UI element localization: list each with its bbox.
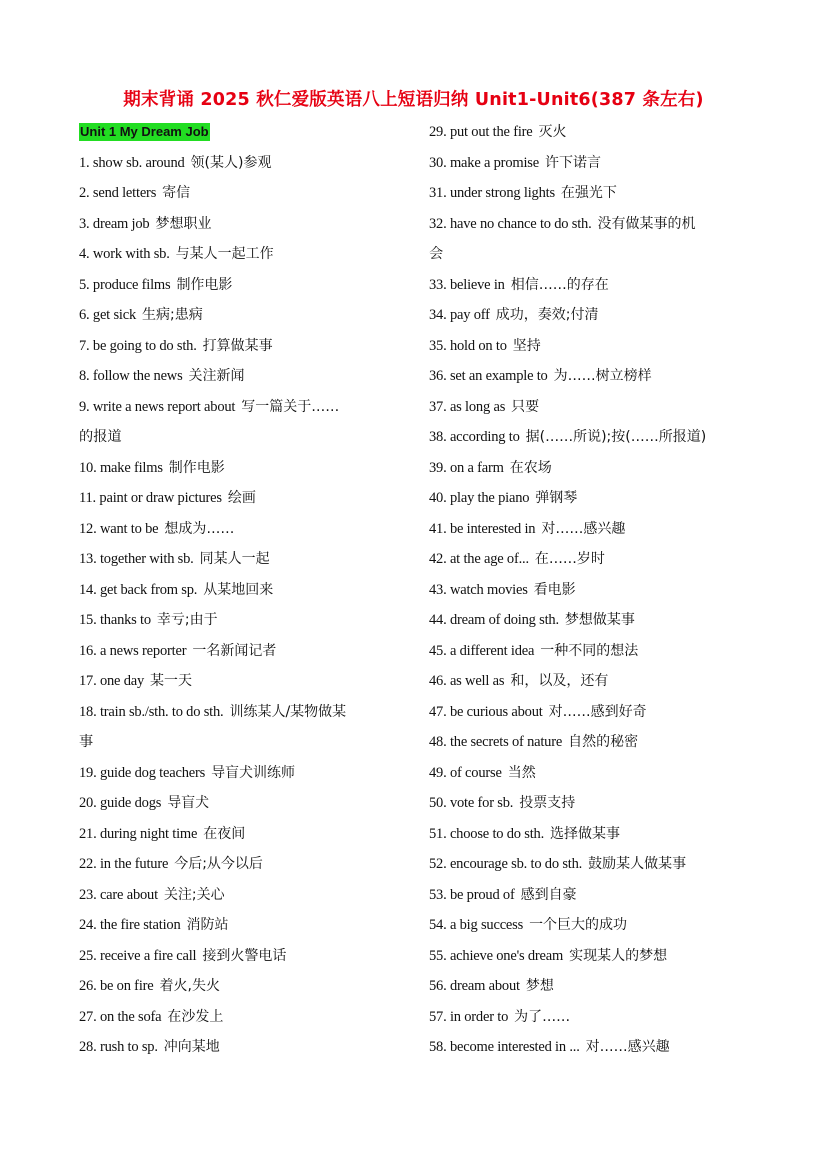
phrase-item xyxy=(429,178,759,209)
section-heading-line xyxy=(79,117,409,148)
phrase-chinese: 关注新闻 xyxy=(188,368,245,384)
phrase-english: 47. be curious about xyxy=(429,703,543,720)
phrase-chinese: 关注;关心 xyxy=(163,886,225,903)
phrase-chinese: 消防站 xyxy=(186,917,229,933)
phrase-item xyxy=(429,483,759,514)
section-heading: Unit 1 My Dream Job xyxy=(80,124,209,139)
phrase-item xyxy=(79,971,409,1002)
phrase-chinese: 导盲犬 xyxy=(167,795,210,811)
phrase-chinese: 成功，奏效;付清 xyxy=(495,307,599,323)
phrase-chinese: 为了…… xyxy=(514,1008,571,1025)
phrase-english: 28. rush to sp. xyxy=(79,1039,158,1055)
phrase-english: 35. hold on to xyxy=(429,337,507,354)
phrase-english: 15. thanks to xyxy=(79,612,151,628)
phrase-chinese: 一名新闻记者 xyxy=(192,642,277,659)
phrase-chinese: 据(……所说);按(……所报道) xyxy=(525,429,707,445)
phrase-chinese: 寄信 xyxy=(162,185,191,201)
phrase-chinese: 当然 xyxy=(507,764,536,781)
phrase-item xyxy=(79,209,409,240)
phrase-chinese: 在强光下 xyxy=(560,185,617,201)
phrase-item xyxy=(79,636,409,667)
phrase-english: 10. make films xyxy=(79,459,163,476)
phrase-english: 18. train sb./sth. to do sth. xyxy=(79,703,224,720)
phrase-english: 1. show sb. around xyxy=(79,154,185,171)
phrase-english: 21. during night time xyxy=(79,825,198,842)
phrase-item xyxy=(79,331,409,362)
phrase-item xyxy=(79,148,409,179)
phrase-english: 34. pay off xyxy=(429,307,490,323)
phrase-english: 48. the secrets of nature xyxy=(429,734,563,750)
phrase-english: 30. make a promise xyxy=(429,154,539,171)
phrase-chinese: 相信……的存在 xyxy=(510,276,609,293)
phrase-english: 42. at the age of... xyxy=(429,551,529,567)
phrase-item xyxy=(429,849,759,880)
phrase-english: 11. paint or draw pictures xyxy=(79,490,222,506)
phrase-item xyxy=(79,239,409,270)
phrase-item xyxy=(79,483,409,514)
phrase-item xyxy=(429,819,759,850)
phrase-chinese: 只要 xyxy=(511,398,540,415)
phrase-item xyxy=(429,971,759,1002)
phrase-english: 40. play the piano xyxy=(429,490,530,506)
phrase-english: 8. follow the news xyxy=(79,368,183,384)
phrase-english: 12. want to be xyxy=(79,520,159,537)
phrase-english: 2. send letters xyxy=(79,185,157,201)
phrase-chinese: 生病;患病 xyxy=(142,307,203,323)
phrase-chinese: 冲向某地 xyxy=(163,1039,220,1055)
phrase-item xyxy=(79,514,409,545)
phrase-english: 36. set an example to xyxy=(429,368,548,384)
phrase-english: 41. be interested in xyxy=(429,520,536,537)
phrase-item xyxy=(79,544,409,575)
phrase-english: 17. one day xyxy=(79,673,145,689)
phrase-chinese: 投票支持 xyxy=(519,795,576,811)
phrase-item xyxy=(79,605,409,636)
phrase-item xyxy=(429,697,759,728)
phrase-english: 26. be on fire xyxy=(79,978,154,994)
phrase-english: 24. the fire station xyxy=(79,917,181,933)
phrase-item xyxy=(429,209,759,240)
phrase-english: 58. become interested in ... xyxy=(429,1039,580,1055)
phrase-chinese: 训练某人/某物做某 xyxy=(229,703,347,720)
phrase-item xyxy=(429,666,759,697)
phrase-chinese: 绘画 xyxy=(227,490,256,506)
phrase-item xyxy=(429,514,759,545)
phrase-item xyxy=(79,910,409,941)
phrase-item xyxy=(429,148,759,179)
phrase-chinese: 一个巨大的成功 xyxy=(529,917,628,933)
phrase-item xyxy=(429,361,759,392)
phrase-english: 7. be going to do sth. xyxy=(79,337,197,354)
phrase-item xyxy=(429,453,759,484)
phrase-continuation: 会 xyxy=(429,246,444,262)
phrase-item xyxy=(79,1032,409,1063)
phrase-chinese: 在夜间 xyxy=(203,825,246,842)
phrase-english: 25. receive a fire call xyxy=(79,947,197,964)
phrase-item xyxy=(429,544,759,575)
phrase-item xyxy=(429,575,759,606)
phrase-item xyxy=(429,117,759,148)
phrase-item xyxy=(429,727,759,758)
phrase-chinese: 对……感兴趣 xyxy=(541,520,626,537)
phrase-item xyxy=(79,788,409,819)
phrase-chinese: 对……感到好奇 xyxy=(548,703,647,720)
phrase-english: 9. write a news report about xyxy=(79,398,236,415)
phrase-item xyxy=(79,758,409,789)
phrase-item xyxy=(429,300,759,331)
phrase-chinese: 许下诺言 xyxy=(544,154,601,171)
phrase-item xyxy=(429,758,759,789)
phrase-chinese: 梦想做某事 xyxy=(564,612,635,628)
phrase-english: 23. care about xyxy=(79,886,158,903)
phrase-chinese: 从某地回来 xyxy=(203,581,274,598)
phrase-chinese: 选择做某事 xyxy=(550,825,621,842)
phrase-chinese: 看电影 xyxy=(533,581,576,598)
phrase-chinese: 坚持 xyxy=(512,337,541,354)
phrase-chinese: 一种不同的想法 xyxy=(540,642,639,659)
phrase-english: 29. put out the fire xyxy=(429,124,533,140)
phrase-item xyxy=(429,270,759,301)
phrase-item xyxy=(79,819,409,850)
phrase-english: 51. choose to do sth. xyxy=(429,825,545,842)
phrase-item xyxy=(429,636,759,667)
phrase-item xyxy=(79,361,409,392)
phrase-english: 14. get back from sp. xyxy=(79,581,198,598)
phrase-chinese: 为……树立榜样 xyxy=(553,368,652,384)
phrase-english: 20. guide dogs xyxy=(79,795,162,811)
phrase-english: 27. on the sofa xyxy=(79,1008,162,1025)
phrase-chinese: 制作电影 xyxy=(168,459,225,476)
phrase-english: 39. on a farm xyxy=(429,459,504,476)
phrase-chinese: 接到火警电话 xyxy=(202,947,287,964)
phrase-english: 56. dream about xyxy=(429,978,520,994)
left-column xyxy=(79,117,409,1063)
phrase-english: 46. as well as xyxy=(429,673,505,689)
phrase-english: 13. together with sb. xyxy=(79,551,194,567)
phrase-english: 3. dream job xyxy=(79,215,150,232)
phrase-chinese: 打算做某事 xyxy=(202,337,273,354)
phrase-chinese: 实现某人的梦想 xyxy=(569,947,668,964)
phrase-chinese: 弹钢琴 xyxy=(535,490,578,506)
phrase-english: 45. a different idea xyxy=(429,642,535,659)
phrase-chinese: 和，以及，还有 xyxy=(510,673,609,689)
phrase-english: 57. in order to xyxy=(429,1008,509,1025)
phrase-chinese: 感到自豪 xyxy=(520,886,577,903)
phrase-chinese: 着火,失火 xyxy=(159,978,220,994)
phrase-english: 37. as long as xyxy=(429,398,506,415)
phrase-item xyxy=(79,575,409,606)
phrase-item xyxy=(79,941,409,972)
phrase-item xyxy=(429,910,759,941)
right-column xyxy=(429,117,759,1063)
phrase-english: 43. watch movies xyxy=(429,581,528,598)
phrase-chinese: 自然的秘密 xyxy=(568,734,639,750)
phrase-english: 33. believe in xyxy=(429,276,505,293)
phrase-english: 54. a big success xyxy=(429,917,524,933)
phrase-chinese: 今后;从今以后 xyxy=(174,856,263,872)
phrase-item xyxy=(79,392,409,423)
phrase-item xyxy=(429,1032,759,1063)
phrase-chinese: 导盲犬训练师 xyxy=(211,764,296,781)
phrase-item xyxy=(79,270,409,301)
phrase-chinese: 领(某人)参观 xyxy=(190,154,272,171)
phrase-item xyxy=(79,880,409,911)
phrase-item xyxy=(429,605,759,636)
phrase-english: 5. produce films xyxy=(79,276,171,293)
phrase-english: 44. dream of doing sth. xyxy=(429,612,559,628)
phrase-chinese: 鼓励某人做某事 xyxy=(588,856,687,872)
phrase-item xyxy=(429,880,759,911)
phrase-english: 6. get sick xyxy=(79,307,136,323)
phrase-item xyxy=(429,941,759,972)
phrase-continuation: 事 xyxy=(79,734,94,750)
phrase-chinese: 制作电影 xyxy=(176,276,233,293)
phrase-item xyxy=(429,788,759,819)
phrase-english: 49. of course xyxy=(429,764,502,781)
phrase-chinese: 某一天 xyxy=(150,673,193,689)
phrase-chinese: 想成为…… xyxy=(164,520,235,537)
phrase-english: 52. encourage sb. to do sth. xyxy=(429,856,583,872)
phrase-english: 22. in the future xyxy=(79,856,169,872)
phrase-english: 16. a news reporter xyxy=(79,642,187,659)
phrase-chinese: 梦想 xyxy=(525,978,554,994)
phrase-english: 53. be proud of xyxy=(429,886,515,903)
phrase-chinese: 在沙发上 xyxy=(167,1008,224,1025)
phrase-english: 32. have no chance to do sth. xyxy=(429,215,592,232)
phrase-item xyxy=(79,178,409,209)
phrase-item xyxy=(429,392,759,423)
phrase-item xyxy=(79,849,409,880)
phrase-chinese: 对……感兴趣 xyxy=(585,1039,670,1055)
phrase-chinese: 同某人一起 xyxy=(199,551,270,567)
phrase-chinese: 写一篇关于…… xyxy=(241,398,340,415)
phrase-chinese: 与某人一起工作 xyxy=(175,246,274,262)
phrase-english: 19. guide dog teachers xyxy=(79,764,206,781)
phrase-item xyxy=(429,1002,759,1033)
phrase-chinese: 幸亏;由于 xyxy=(156,612,218,628)
phrase-chinese: 在……岁时 xyxy=(534,551,605,567)
phrase-english: 31. under strong lights xyxy=(429,185,555,201)
phrase-chinese: 没有做某事的机 xyxy=(597,215,696,232)
phrase-chinese: 在农场 xyxy=(509,459,552,476)
phrase-continuation: 的报道 xyxy=(79,429,122,445)
phrase-item xyxy=(79,300,409,331)
phrase-item xyxy=(79,666,409,697)
phrase-english: 55. achieve one's dream xyxy=(429,947,564,964)
phrase-item xyxy=(79,453,409,484)
phrase-chinese: 梦想职业 xyxy=(155,215,212,232)
phrase-english: 38. according to xyxy=(429,429,520,445)
phrase-item xyxy=(79,1002,409,1033)
phrase-english: 50. vote for sb. xyxy=(429,795,514,811)
phrase-item xyxy=(429,422,759,453)
document-title: 期末背诵 2025 秋仁爱版英语八上短语归纳 Unit1-Unit6(387 条左右) xyxy=(123,90,704,110)
phrase-item xyxy=(79,697,409,728)
phrase-english: 4. work with sb. xyxy=(79,246,170,262)
phrase-item xyxy=(429,331,759,362)
phrase-chinese: 灭火 xyxy=(538,124,567,140)
